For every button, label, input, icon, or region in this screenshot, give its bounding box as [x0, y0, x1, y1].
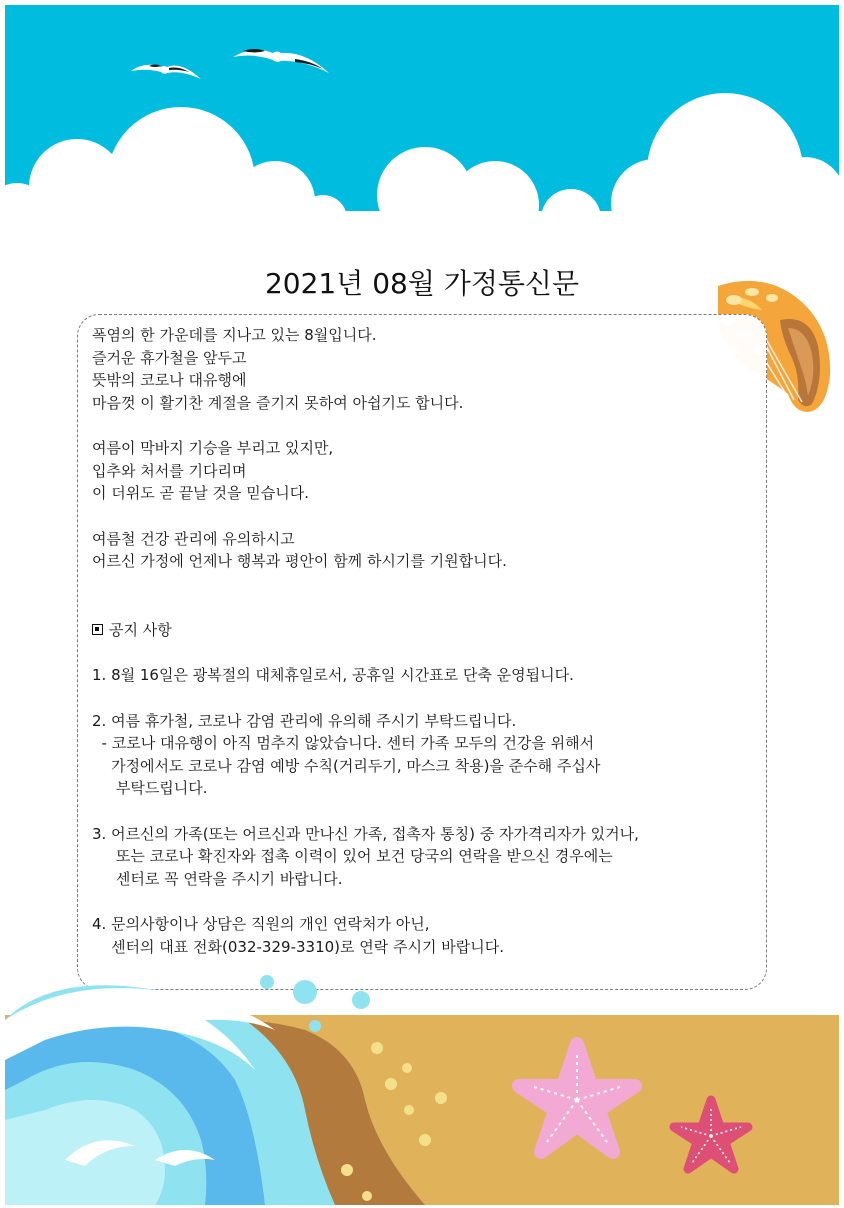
- intro-line: 폭염의 한 가운데를 지나고 있는 8월입니다.: [92, 326, 377, 344]
- notice-item-2: 2. 여름 휴가철, 코로나 감염 관리에 유의해 주시기 부탁드립니다.: [92, 711, 517, 730]
- notice-item-4-line: 센터의 대표 전화(032-329-3310)로 연락 주시기 바랍니다.: [92, 937, 504, 956]
- notice-item-2-line: 가정에서도 코로나 감염 예방 수칙(거리두기, 마스크 착용)을 준수해 주십사: [92, 756, 601, 775]
- content-body: [92, 324, 762, 958]
- notice-heading: [92, 619, 762, 642]
- page-title: 2021년 08월 가정통신문: [264, 267, 580, 300]
- intro-line: 마음껏 이 활기찬 계절을 즐기지 못하여 아쉽기도 합니다.: [92, 393, 464, 412]
- notice-heading-label: 공지 사항: [109, 620, 172, 639]
- intro-line: 즐거운 휴가철을 앞두고: [92, 348, 247, 367]
- notice-item-3-line: 센터로 꼭 연락을 주시기 바랍니다.: [92, 869, 343, 888]
- square-bullet-icon: [92, 624, 103, 635]
- notice-item-4: 4. 문의사항이나 상담은 직원의 개인 연락처가 아닌,: [92, 915, 430, 933]
- intro-line: 이 더위도 곧 끝날 것을 믿습니다.: [92, 484, 309, 502]
- intro-line: 뜻밖의 코로나 대유행에: [92, 371, 247, 389]
- notice-item-3: 3. 어르신의 가족(또는 어르신과 만나신 가족, 접촉자 통칭) 중 자가격리자가 있거나,: [92, 824, 639, 843]
- notice-item-2-line: 부탁드립니다.: [92, 779, 208, 797]
- intro-line: 어르신 가정에 언제나 행복과 평안이 함께 하시기를 기원합니다.: [92, 552, 507, 570]
- notice-item-1: 1. 8월 16일은 광복절의 대체휴일로서, 공휴일 시간표로 단축 운영됩니다.: [92, 666, 574, 684]
- notice-item-2-line: - 코로나 대유행이 아직 멈추지 않았습니다. 센터 가족 모두의 건강을 위해서: [92, 734, 595, 752]
- notice-item-3-line: 또는 코로나 확진자와 접촉 이력이 있어 보건 당국의 연락을 받으신 경우에는: [92, 847, 613, 865]
- beach-footer: [5, 960, 839, 1205]
- intro-line: 여름철 건강 관리에 유의하시고: [92, 529, 295, 548]
- intro-line: 여름이 막바지 기승을 부리고 있지만,: [92, 439, 334, 457]
- intro-line: 입추와 처서를 기다리며: [92, 461, 247, 480]
- sky-header: [5, 5, 839, 220]
